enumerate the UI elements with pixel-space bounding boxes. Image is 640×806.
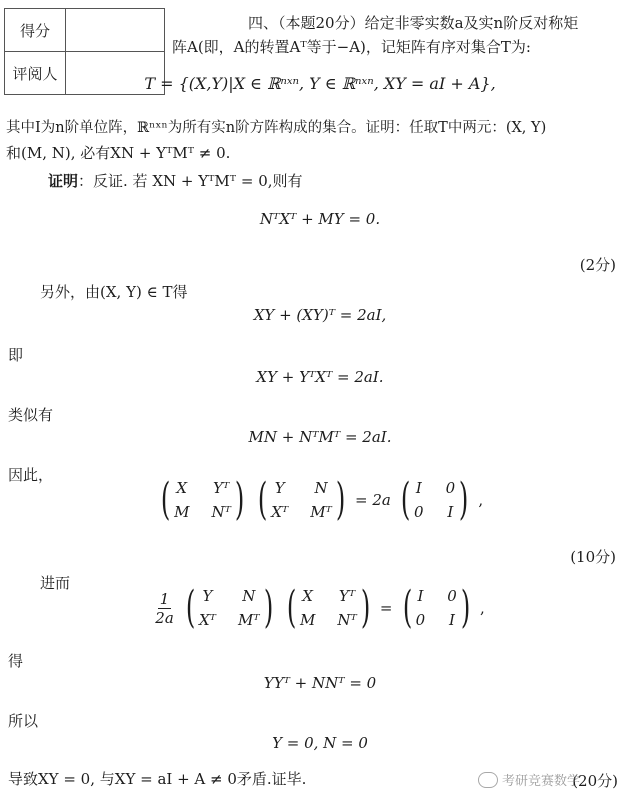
- equation-4: MN + NᵀMᵀ = 2aI.: [248, 428, 392, 446]
- text-8: 所以: [8, 712, 39, 730]
- equation-1: NᵀXᵀ + MY = 0.: [259, 210, 381, 228]
- text-3: 即: [8, 346, 24, 364]
- wechat-icon: [478, 772, 498, 788]
- text-7: 得: [8, 652, 24, 670]
- score-mark-3: (20分): [572, 772, 618, 790]
- matrix-yn-xm: ( Y N Xᵀ Mᵀ ): [185, 582, 273, 633]
- text-2: 另外，由(X, Y) ∈ T得: [40, 283, 188, 301]
- text-6: 进而: [40, 574, 71, 592]
- identity-block-matrix: ( I 0 0 I ): [402, 582, 471, 633]
- reviewer-label: 评阅人: [5, 52, 66, 95]
- equation-5: ( X Yᵀ M Nᵀ ) ( Y N Xᵀ Mᵀ ) = 2a ( I 0 0 I ) ,: [0, 478, 640, 522]
- score-cell: [66, 9, 165, 52]
- matrix-yn-xm: ( Y N Xᵀ Mᵀ ): [257, 474, 346, 525]
- watermark: [478, 770, 580, 789]
- identity-block-matrix: ( I 0 0 I ): [400, 474, 469, 525]
- proof-start: [48, 170, 303, 191]
- equation-7: YYᵀ + NNᵀ = 0: [263, 674, 377, 692]
- set-definition: T = {(X,Y)|X ∈ ℝⁿˣⁿ, Y ∈ ℝⁿˣⁿ, XY = aI + A},: [144, 74, 496, 93]
- equation-8: Y = 0, N = 0: [272, 734, 368, 752]
- problem-line-2: 阵A(即，A的转置Aᵀ等于−A)，记矩阵有序对集合T为:: [172, 38, 531, 56]
- problem-line-3: 其中I为n阶单位阵，ℝⁿˣⁿ为所有实n阶方阵构成的集合。证明：任取T中两元：(X, Y): [6, 120, 547, 136]
- text-4: 类似有: [8, 406, 54, 424]
- score-mark-2: (10分): [570, 548, 616, 566]
- proof-start-text: ：反证. 若 XN + YᵀMᵀ = 0,则有: [78, 172, 303, 190]
- score-mark-1: (2分): [579, 256, 616, 274]
- matrix-xy-mn: ( X Yᵀ M Nᵀ ): [160, 474, 245, 525]
- equation-6: $\frac{1}{2a}$ ( Y N Xᵀ Mᵀ ) ( X Yᵀ M Nᵀ ) = ( I 0 0 I ) ,: [155, 582, 485, 633]
- equation-2: XY + (XY)ᵀ = 2aI,: [253, 306, 387, 324]
- score-label: 得分: [5, 9, 66, 52]
- problem-line-1: 四、（本题20分）给定非零实数a及实n阶反对称矩: [248, 14, 579, 32]
- fraction: $\frac{1}{2a}$: [155, 589, 174, 627]
- text-5: 因此，: [8, 466, 54, 484]
- proof-label: 证明: [48, 172, 79, 190]
- watermark-text: 考研竞赛数学: [501, 774, 580, 789]
- equation-3: XY + YᵀXᵀ = 2aI.: [256, 368, 384, 386]
- matrix-xy-mn: ( X Yᵀ M Nᵀ ): [286, 582, 371, 633]
- rhs-coefficient: = 2a: [355, 491, 391, 509]
- final-line: 导致XY = 0, 与XY = aI + A ≠ 0矛盾.证毕.: [8, 770, 307, 788]
- problem-line-4: 和(M, N), 必有XN + YᵀMᵀ ≠ 0.: [6, 144, 231, 162]
